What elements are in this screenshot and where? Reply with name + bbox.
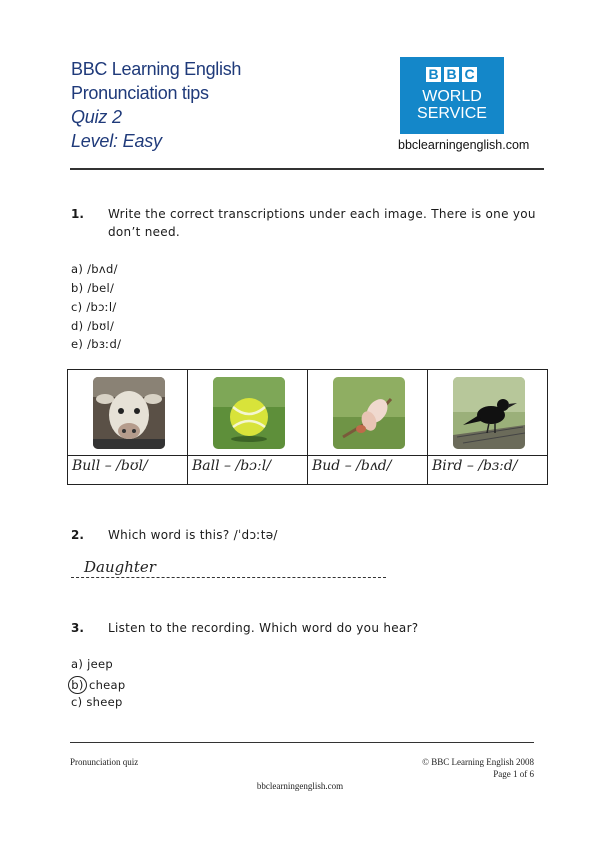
answer-line	[71, 577, 386, 578]
footer-url[interactable]: bbclearningenglish.com	[256, 781, 344, 791]
footer-page-number: Page 1 of 6	[493, 769, 534, 779]
option-word: cheap	[88, 678, 126, 692]
bird-photo-icon	[453, 377, 525, 449]
q3-option-b	[71, 676, 126, 694]
site-url[interactable]: bbclearningenglish.com	[398, 138, 530, 152]
handwritten-answer: Bull – /bʊl/	[72, 458, 148, 474]
q2-number: 2.	[71, 528, 84, 542]
option-letter: a)	[71, 657, 84, 671]
logo-letter-c: C	[462, 67, 477, 82]
handwritten-answer: Bird – /bɜːd/	[432, 458, 518, 474]
logo-letter-b2: B	[444, 67, 459, 82]
q3-option-a	[71, 657, 113, 671]
image-cell	[308, 370, 428, 484]
q1-text: Write the correct transcriptions under each image. There is one you don’t need.	[108, 207, 536, 239]
q3-option-c	[71, 695, 123, 709]
header-title: BBC Learning English	[71, 59, 242, 79]
bull-photo-icon	[93, 377, 165, 449]
q2-handwritten-answer: Daughter	[84, 558, 156, 576]
option-word: sheep	[86, 695, 123, 709]
circled-option-letter: b)	[68, 676, 87, 694]
q1-option-c: c) /bɔːl/	[71, 300, 117, 314]
q1-option-b: b) /bel/	[71, 281, 115, 295]
tennis-ball-photo-icon	[213, 377, 285, 449]
image-table	[67, 369, 548, 485]
logo-service: SERVICE	[417, 105, 487, 122]
q1-option-d: d) /bʊl/	[71, 319, 115, 333]
handwritten-answer: Bud – /bʌd/	[312, 458, 392, 474]
logo-world: WORLD	[422, 88, 482, 105]
footer-left: Pronunciation quiz	[70, 757, 139, 767]
bbc-world-service-logo	[400, 57, 504, 134]
footer-copyright: © BBC Learning English 2008	[422, 757, 534, 767]
image-cell	[188, 370, 308, 484]
bud-photo-icon	[333, 377, 405, 449]
q1-number: 1.	[71, 207, 84, 221]
option-word: jeep	[87, 657, 113, 671]
q1-option-a: a) /bʌd/	[71, 262, 118, 276]
logo-letter-b1: B	[426, 67, 441, 82]
footer-divider	[70, 742, 534, 743]
quiz-level: Level: Easy	[71, 131, 162, 151]
q3-number: 3.	[71, 621, 84, 635]
image-cell	[68, 370, 188, 484]
image-cell	[428, 370, 547, 484]
header-divider	[70, 168, 544, 170]
q1-option-e: e) /bɜːd/	[71, 337, 122, 351]
header-subtitle: Pronunciation tips	[71, 83, 209, 103]
handwritten-answer: Ball – /bɔːl/	[192, 458, 271, 474]
quiz-number: Quiz 2	[71, 107, 122, 127]
q2-text: Which word is this? /ˈdɔːtə/	[108, 528, 278, 542]
q3-text: Listen to the recording. Which word do you hear?	[108, 621, 419, 635]
option-letter: c)	[71, 695, 83, 709]
